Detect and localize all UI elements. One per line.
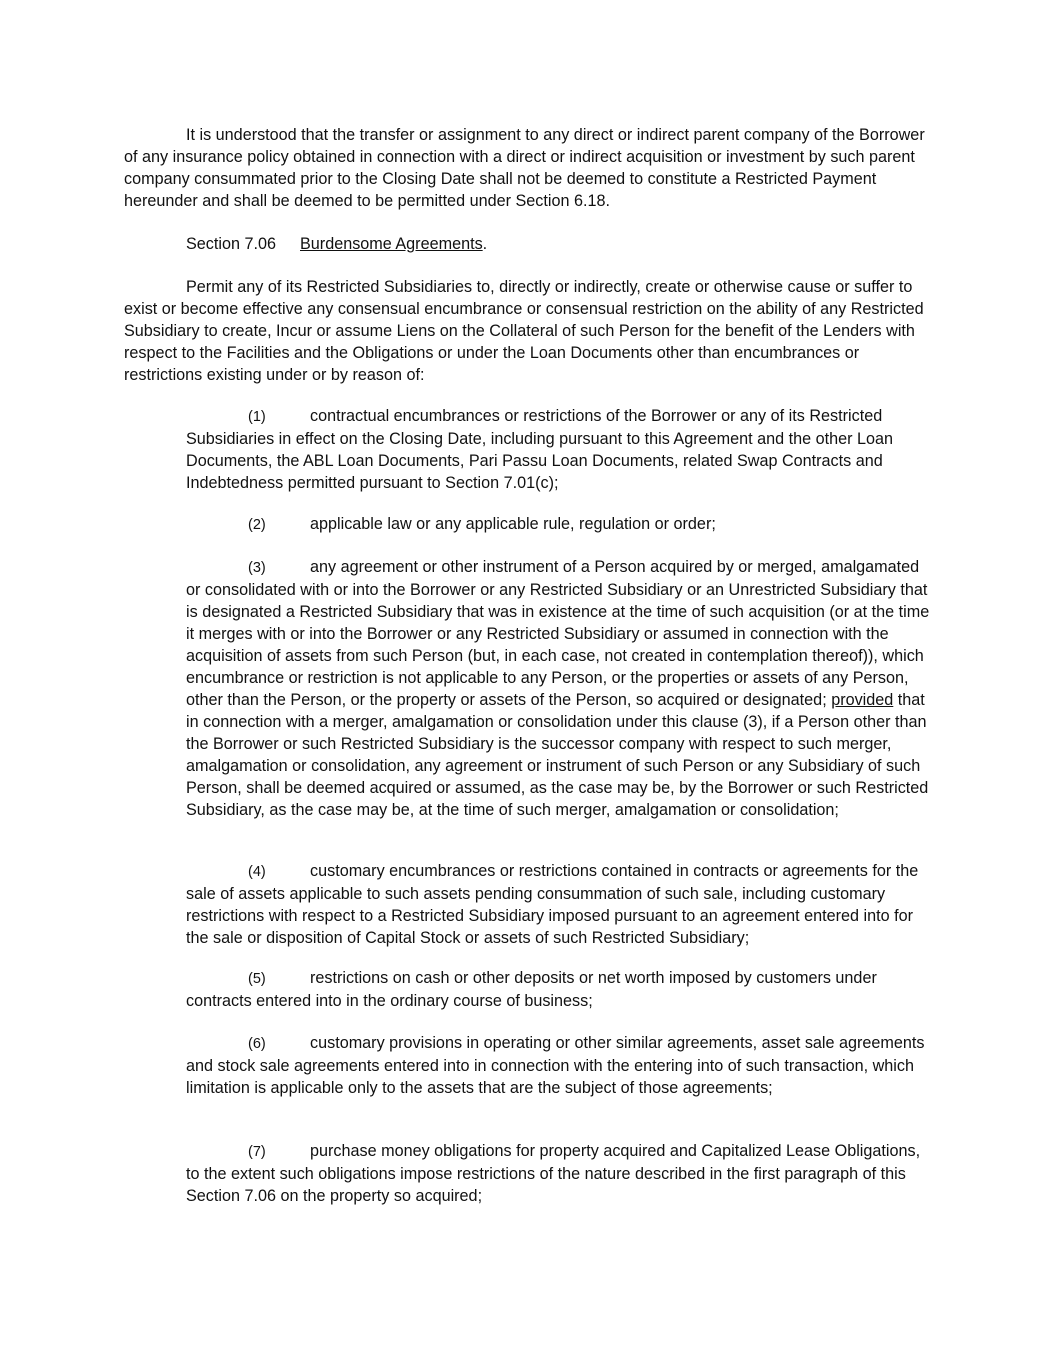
list-item — [186, 1032, 938, 1099]
item-text: that in connection with a merger, amalgamation or consolidation under this clause (3), if a Person other than the Borrower or such Restricted Subsidiary is the successor company with respect to such merger, amalgamation or consolidation, any agreement or instrument of such Person or any Subsidiary of such Person, shall be deemed acquired or assumed, as the case may be, by the Borrower or such Restricted Subsidiary, as the case may be, at the time of such merger, amalgamation or consolidation; — [186, 691, 929, 819]
item-number: (4) — [248, 864, 266, 880]
list-item — [186, 860, 938, 949]
intro-paragraph: It is understood that the transfer or assignment to any direct or indirect parent company of the Borrower of any insurance policy obtained in connection with a direct or indirect acquisition or investment by such parent company consummated prior to the Closing Date shall not be deemed to constitute a Restricted Payment hereunder and shall be deemed to be permitted under Section 6.18. — [124, 126, 925, 210]
item-number: (5) — [248, 971, 266, 987]
item-text: any agreement or other instrument of a Person acquired by or merged, amalgamated or consolidated with or into the Borrower or any Restricted Subsidiary or an Unrestricted Subsidiary that is designated a Restricted Subsidiary that was in existence at the time of such acquisition (or at the time it merges with or into the Borrower or any Restricted Subsidiary or assumed in connection with the acquisition of assets from such Person (but, in each case, not created in contemplation thereof)), which encumbrance or restriction is not applicable to any Person, or the properties or assets of any Person, other than the Person, or the property or assets of the Person, so acquired or designated; — [186, 558, 930, 709]
item-text: contractual encumbrances or restrictions of the Borrower or any of its Restricted Subsidiaries in effect on the Closing Date, including pursuant to this Agreement and the other Loan Documents, the ABL Loan Documents, Pari Passu Loan Documents, related Swap Contracts and Indebtedness permitted pursuant to Section 7.01(c); — [186, 407, 894, 492]
section-paragraph: Permit any of its Restricted Subsidiaries to, directly or indirectly, create or otherwise cause or suffer to exist or become effective any consensual encumbrance or consensual restriction on the ability of any Restricted Subsidiary to create, Incur or assume Liens on the Collateral of such Person for the benefit of the Lenders with respect to the Facilities and the Obligations or under the Loan Documents other than encumbrances or restrictions existing under or by reason of: — [124, 278, 924, 384]
item-text: applicable law or any applicable rule, regulation or order; — [310, 515, 716, 533]
list-item — [186, 967, 938, 1012]
item-text: customary provisions in operating or other similar agreements, asset sale agreements and stock sale agreements entered into in connection with the entering into of such transaction, which limitation is applicable only to the assets that are the subject of those agreements; — [186, 1034, 925, 1097]
item-number: (3) — [248, 560, 266, 576]
provided-term: provided — [831, 691, 894, 709]
section-number: Section 7.06 — [186, 235, 276, 253]
list-item — [186, 1140, 938, 1207]
list-item — [186, 405, 938, 494]
item-text: restrictions on cash or other deposits or net worth imposed by customers under contracts entered into in the ordinary course of business; — [186, 969, 877, 1010]
list-item — [186, 513, 938, 536]
section-title-period: . — [482, 235, 488, 253]
item-text: purchase money obligations for property acquired and Capitalized Lease Obligations, to the extent such obligations impose restrictions of the nature described in the first paragraph of this Section 7.06 on the property so acquired; — [186, 1142, 921, 1205]
item-number: (1) — [248, 409, 266, 425]
section-title: Burdensome Agreements — [300, 235, 483, 253]
item-text: customary encumbrances or restrictions contained in contracts or agreements for the sale of assets applicable to such assets pending consummation of such sale, including customary restrictions with respect to a Restricted Subsidiary imposed pursuant to an agreement entered into for the sale or disposition of Capital Stock or assets of such Restricted Subsidiary; — [186, 862, 919, 947]
list-item — [186, 556, 938, 821]
item-number: (7) — [248, 1144, 266, 1160]
item-number: (6) — [248, 1036, 266, 1052]
item-number: (2) — [248, 517, 266, 533]
section-heading — [186, 233, 487, 255]
